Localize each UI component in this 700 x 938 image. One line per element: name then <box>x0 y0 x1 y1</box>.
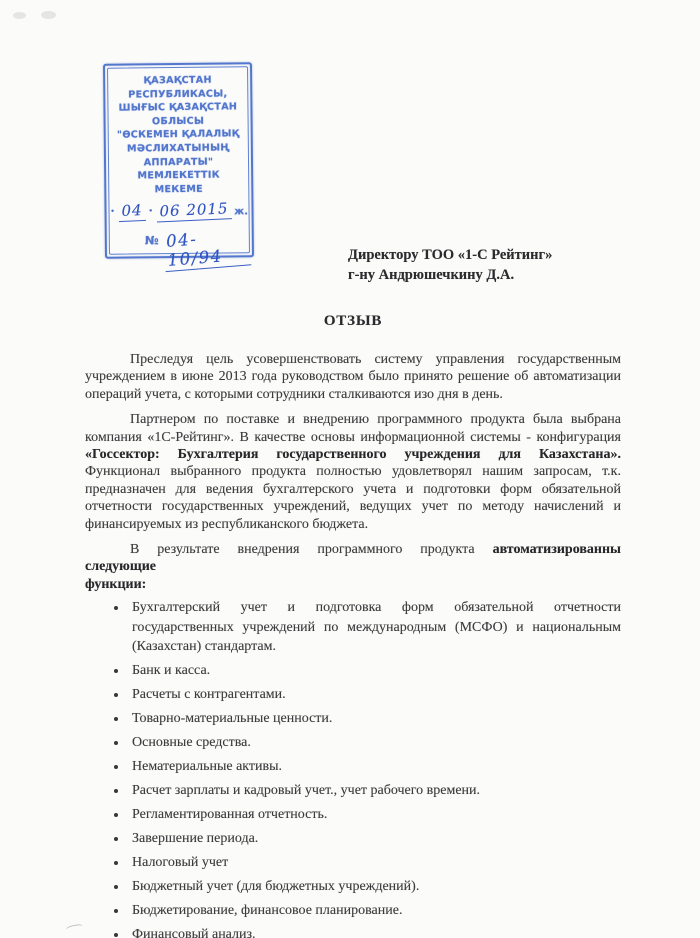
bullet-dot-icon <box>114 813 118 817</box>
bullet-dot-icon <box>114 606 118 610</box>
text-line <box>85 429 621 446</box>
text-segment: финансируемых из республиканского бюджета. <box>85 516 369 532</box>
text-segment: Расчет зарплаты и кадровый учет., учет рабочего времени. <box>132 783 481 799</box>
pencil-smudge-top-left-1 <box>13 12 26 19</box>
text-segment: Бюджетный учет (для бюджетных учреждений). <box>132 879 420 895</box>
text-line <box>132 781 621 801</box>
text-line <box>85 446 621 463</box>
bullet-text <box>132 901 621 921</box>
letter-body <box>85 351 621 938</box>
bullet-item <box>85 781 621 801</box>
bullet-dot-icon <box>114 837 118 841</box>
text-segment: Завершение периода. <box>132 831 259 847</box>
paragraph <box>85 351 621 403</box>
bullet-item <box>85 829 621 849</box>
bullet-text <box>132 598 621 657</box>
stamp-number-line <box>137 228 250 269</box>
text-segment: предназначен для ведения бухгалтерского учета и подготовки форм обязательной <box>85 481 621 497</box>
text-line <box>132 709 621 729</box>
text-line <box>132 637 621 657</box>
bullet-text <box>132 781 621 801</box>
text-line <box>85 463 621 480</box>
pencil-mark-bottom-left <box>65 923 83 934</box>
bullet-text <box>132 853 621 873</box>
text-segment: Преследуя цель усовершенствовать систему управления государственным <box>130 352 621 367</box>
bullet-dot-icon <box>114 693 118 697</box>
text-segment: учреждением в июне 2013 года руководством было принято решение об автоматизации <box>85 369 621 385</box>
text-segment: Нематериальные активы. <box>132 759 283 775</box>
bullet-item <box>85 733 621 753</box>
text-segment: Функционал выбранного продукта полностью удовлетворял нашим запросам, т.к. <box>85 464 621 480</box>
text-line <box>132 661 621 681</box>
text-line <box>85 541 621 576</box>
stamp-org-line: "ӨСКЕМЕН ҚАЛАЛЫҚ <box>116 128 240 142</box>
bullet-item <box>85 598 621 657</box>
bullet-text <box>132 805 621 825</box>
text-line <box>85 498 621 515</box>
bullet-text <box>132 733 621 753</box>
official-stamp <box>103 62 254 270</box>
bullet-item <box>85 901 621 921</box>
text-segment: В результате внедрения программного продукта <box>130 542 493 558</box>
pencil-smudge-top-left-2 <box>41 11 56 19</box>
stamp-number-label: № <box>144 233 159 248</box>
stamp-handwritten-month-year: 06 2015 <box>156 199 232 222</box>
text-line <box>132 877 621 897</box>
bullet-item <box>85 757 621 777</box>
text-line <box>85 481 621 498</box>
bold-text-segment: функции: <box>85 576 147 592</box>
bullet-dot-icon <box>114 765 118 769</box>
paragraph <box>85 411 621 533</box>
text-line <box>85 386 621 403</box>
stamp-handwritten-number: 04-10/94 <box>162 225 251 272</box>
bullet-text <box>132 757 621 777</box>
bullet-dot-icon <box>114 789 118 793</box>
text-line <box>132 805 621 825</box>
text-segment: компания «1С-Рейтинг». В качестве основы информационной системы - конфигурация <box>85 429 621 445</box>
text-line <box>85 411 621 428</box>
stamp-org-line: ШЫҒЫС ҚАЗАҚСТАН <box>118 101 238 114</box>
bullet-text <box>132 685 621 705</box>
text-line <box>132 829 621 849</box>
text-line <box>85 576 621 593</box>
text-line <box>85 351 621 368</box>
text-line <box>132 901 621 921</box>
bullet-text <box>132 661 621 681</box>
paragraphs <box>85 351 621 593</box>
text-line <box>85 516 621 533</box>
recipient-block <box>348 246 552 285</box>
stamp-org-line: ОБЛЫСЫ <box>151 115 205 128</box>
bullet-text <box>132 709 621 729</box>
text-line <box>132 598 621 618</box>
bullet-dot-icon <box>114 885 118 889</box>
bullet-dot-icon <box>114 717 118 721</box>
stamp-date-dot-icon: · <box>148 203 154 220</box>
bullet-item <box>85 853 621 873</box>
bullet-dot-icon <box>114 933 118 937</box>
text-segment: Расчеты с контрагентами. <box>132 687 286 703</box>
text-segment: Бюджетирование, финансовое планирование. <box>132 903 403 919</box>
text-line <box>132 733 621 753</box>
text-segment: Партнером по поставке и внедрению программного продукта была выбрана <box>130 412 621 428</box>
bold-text-segment: «Госсектор: Бухгалтерия государственного учреждения для Казахстана». <box>85 447 621 463</box>
bullet-item <box>85 805 621 825</box>
document-title: ОТЗЫВ <box>323 313 383 329</box>
text-segment: Финансовый анализ. <box>132 927 256 938</box>
stamp-date-suffix: ж. <box>234 206 249 218</box>
paragraph <box>85 541 621 593</box>
text-line <box>132 853 621 873</box>
stamp-org-line: РЕСПУБЛИКАСЫ, <box>128 88 228 101</box>
bold-text-segment: автоматизированны следующие <box>85 542 621 575</box>
text-line <box>132 618 621 638</box>
text-segment: Налоговый учет <box>132 855 229 871</box>
stamp-org-line: МЕКЕМЕ <box>154 183 204 196</box>
bullet-dot-icon <box>114 861 118 865</box>
text-line <box>132 757 621 777</box>
bullet-dot-icon <box>114 909 118 913</box>
text-segment: государственных учреждений по международным (МСФО) и национальным <box>132 619 621 635</box>
text-segment: Основные средства. <box>132 735 251 751</box>
text-line <box>132 685 621 705</box>
bullet-list <box>85 598 621 938</box>
text-segment: Банк и касса. <box>132 663 211 679</box>
text-segment: Регламентированная отчетность. <box>132 807 328 823</box>
text-segment: операций учета, с которыми сотрудники сталкиваются изо дня в день. <box>85 386 503 402</box>
text-segment: Бухгалтерский учет и подготовка форм обязательной отчетности <box>132 600 621 616</box>
recipient-line-1: Директору ТОО «1-С Рейтинг» <box>348 247 553 263</box>
bullet-dot-icon <box>114 669 118 673</box>
text-line <box>85 368 621 385</box>
stamp-org-line: АППАРАТЫ" <box>143 156 214 168</box>
bullet-dot-icon <box>114 741 118 745</box>
bullet-item <box>85 709 621 729</box>
bullet-text <box>132 925 621 938</box>
bullet-text <box>132 877 621 897</box>
text-segment: Товарно-материальные ценности. <box>132 711 333 727</box>
text-segment: (Казахстан) стандартам. <box>132 639 276 655</box>
text-line <box>132 925 621 938</box>
text-segment: отчетности государственных учреждений, ведущих учет по методу начислений и <box>85 499 621 515</box>
stamp-date-dot-icon: · <box>109 203 116 220</box>
bullet-item <box>85 925 621 938</box>
bullet-item <box>85 661 621 681</box>
bullet-item <box>85 685 621 705</box>
stamp-org-line: МЕМЛЕКЕТТІК <box>137 169 220 182</box>
bullet-text <box>132 829 621 849</box>
recipient-line-2: г-ну Андрюшечкину Д.А. <box>348 266 515 283</box>
stamp-org-line: МӘСЛИХАТЫНЫҢ <box>126 142 230 155</box>
stamp-handwritten-day: 04 <box>118 201 146 222</box>
bullet-item <box>85 877 621 897</box>
stamp-org-line: ҚАЗАҚСТАН <box>143 74 212 87</box>
stamp-date-line <box>108 200 249 221</box>
